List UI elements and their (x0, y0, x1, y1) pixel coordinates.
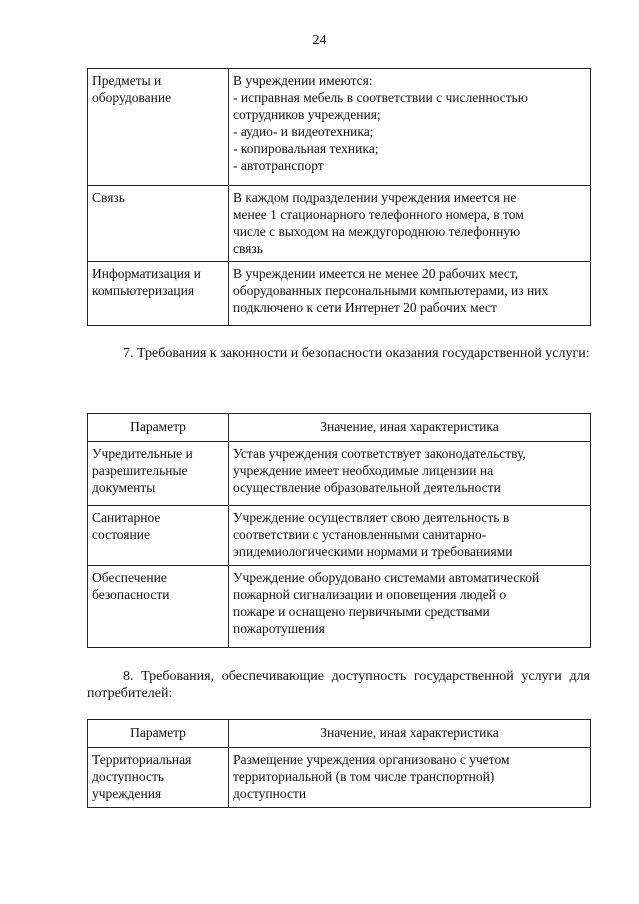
column-header-param: Параметр (88, 414, 229, 442)
value-cell: Учреждение осуществляет свою деятельность в соответствии с установленными санитарно- эпидемиологическими нормами и требованиями (229, 506, 591, 566)
section-8-text: 8. Требования, обеспечивающие доступность государственной услуги для потребителей: (87, 669, 590, 701)
column-header-param: Параметр (88, 720, 229, 748)
value-cell: Учреждение оборудовано системами автоматической пожарной сигнализации и оповещения людей о пожаре и оснащено первичными средствами пожаротушения (229, 566, 591, 648)
section-7-text: 7. Требования к законности и безопасности оказания государственной услуги: (123, 346, 590, 361)
table-row (88, 566, 591, 648)
value-cell: Устав учреждения соответствует законодательству, учреждение имеет необходимые лицензии на осуществление образовательной деятельности (229, 442, 591, 506)
param-cell: Предметы и оборудование (88, 69, 229, 186)
column-header-value: Значение, иная характеристика (229, 414, 591, 442)
param-cell: Учредительные и разрешительные документы (88, 442, 229, 506)
accessibility-table (87, 719, 591, 808)
table-header-row (88, 720, 591, 748)
param-cell: Информатизация и компьютеризация (88, 262, 229, 326)
param-cell: Территориальная доступность учреждения (88, 748, 229, 808)
resources-table (87, 68, 591, 326)
page-number: 24 (312, 33, 327, 48)
section-8-heading (87, 668, 590, 702)
table-row (88, 69, 591, 186)
table-header-row (88, 414, 591, 442)
param-cell: Связь (88, 186, 229, 262)
param-cell: Обеспечение безопасности (88, 566, 229, 648)
value-cell: В учреждении имеется не менее 20 рабочих мест, оборудованных персональными компьютерами, из них подключено к сети Интернет 20 рабочих мест (229, 262, 591, 326)
table-row (88, 442, 591, 506)
section-7-heading (87, 345, 590, 362)
column-header-value: Значение, иная характеристика (229, 720, 591, 748)
value-cell: Размещение учреждения организовано с учетом территориальной (в том числе транспортной) доступности (229, 748, 591, 808)
value-cell: В каждом подразделении учреждения имеется не менее 1 стационарного телефонного номера, в том числе с выходом на междугороднюю телефонную связь (229, 186, 591, 262)
table-row (88, 186, 591, 262)
table-row (88, 506, 591, 566)
param-cell: Санитарное состояние (88, 506, 229, 566)
table-row (88, 262, 591, 326)
value-cell: В учреждении имеются: - исправная мебель в соответствии с численностью сотрудников учреждения; - аудио- и видеотехника; - копировальная техника; - автотранспорт (229, 69, 591, 186)
table-row (88, 748, 591, 808)
legality-table (87, 413, 591, 648)
